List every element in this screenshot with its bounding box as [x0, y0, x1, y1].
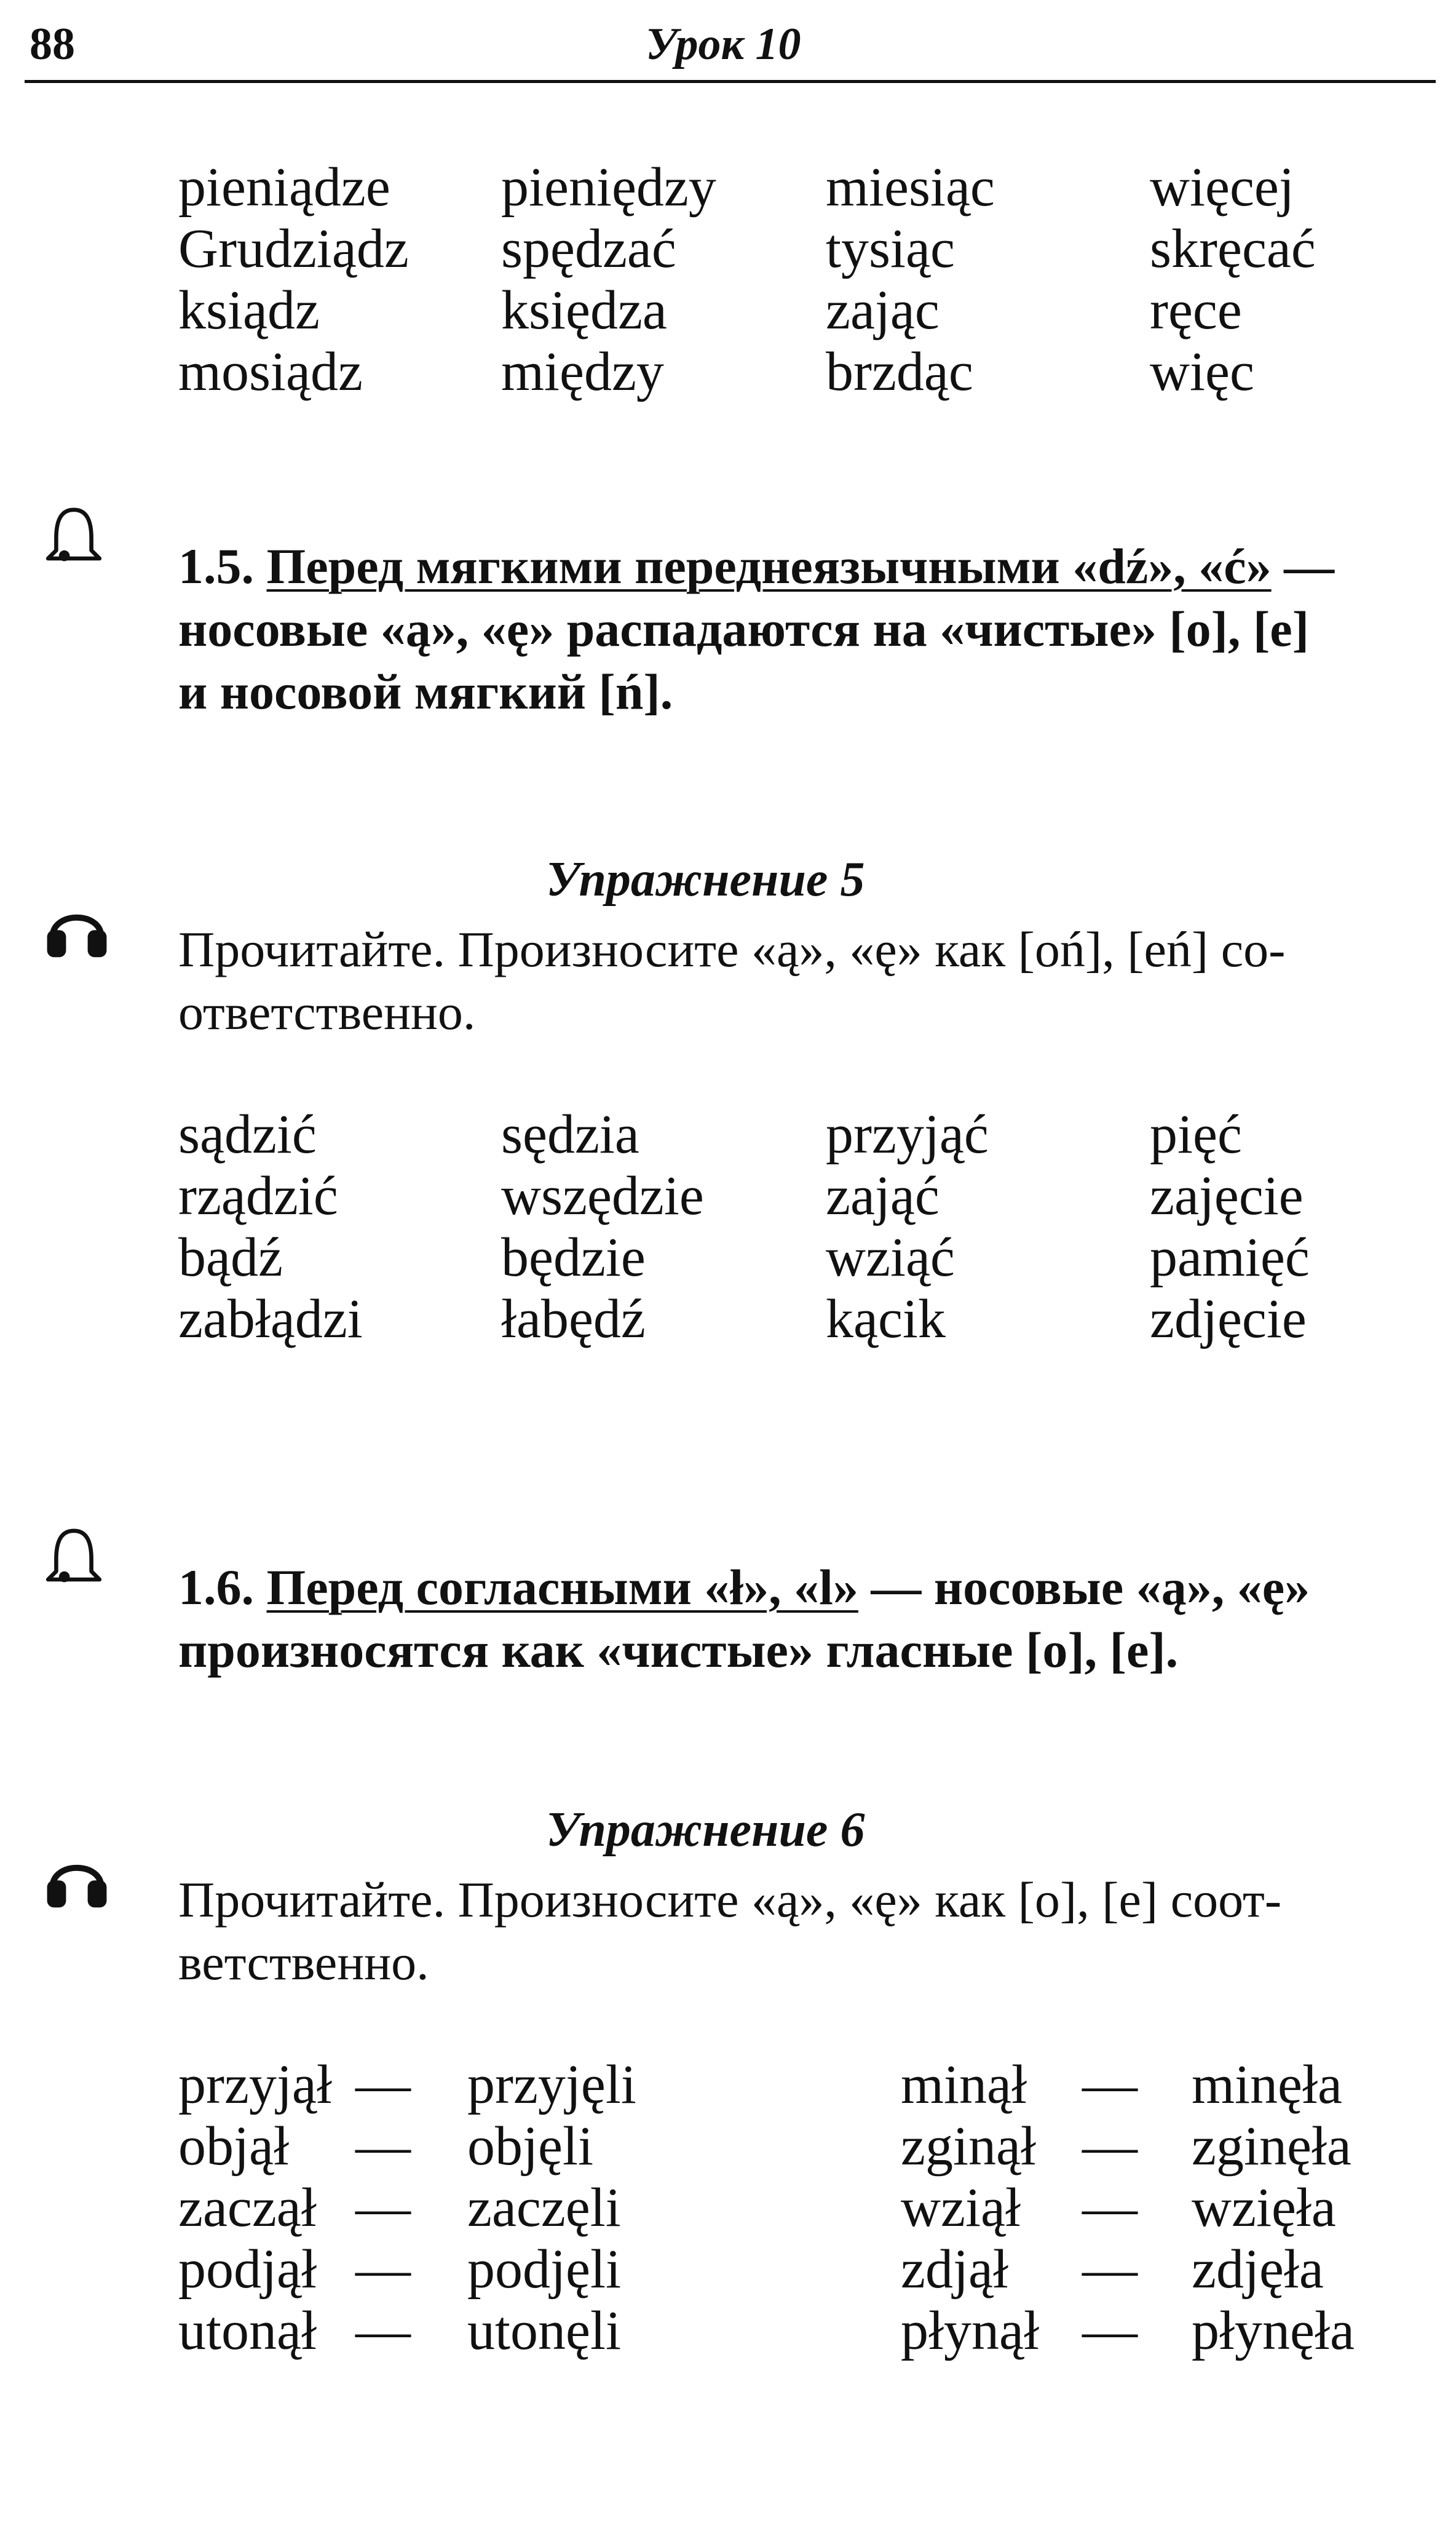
word: przyjął — [178, 2054, 332, 2115]
rule-1-5-line-1 — [178, 535, 1426, 598]
dash: — — [1082, 2116, 1138, 2177]
word: pieniędzy — [501, 157, 716, 218]
word: łabędź — [501, 1289, 646, 1349]
dash: — — [1082, 2177, 1138, 2238]
rule-line-rest: — — [1271, 538, 1335, 594]
word: podjęli — [467, 2239, 621, 2300]
word: minęła — [1192, 2054, 1342, 2115]
instruction-line: Прочитайте. Произносите «ą», «ę» как [oń], [eń] со- — [178, 921, 1286, 977]
word: miesiąc — [826, 157, 995, 218]
word: zająć — [826, 1166, 940, 1226]
word: przyjęli — [467, 2054, 636, 2115]
word: utonęli — [467, 2300, 621, 2361]
rule-number: 1.6. — [178, 1559, 254, 1615]
dash: — — [355, 2116, 411, 2177]
word: objęli — [467, 2116, 593, 2177]
word: spędzać — [501, 218, 676, 279]
word: zabłądzi — [178, 1289, 363, 1349]
word: wziąć — [826, 1227, 955, 1288]
instruction-line: Прочитайте. Произносите «ą», «ę» как [o], [e] соот- — [178, 1872, 1282, 1928]
word: zginęła — [1192, 2116, 1351, 2177]
dash: — — [1082, 2239, 1138, 2300]
word: kącik — [826, 1289, 946, 1349]
page-number: 88 — [30, 19, 75, 70]
word: zaczął — [178, 2177, 317, 2238]
word: minął — [901, 2054, 1027, 2115]
word: wziął — [901, 2177, 1021, 2238]
dash: — — [355, 2239, 411, 2300]
word: wszędzie — [501, 1166, 704, 1226]
word: Grudziądz — [178, 218, 409, 279]
header-rule — [25, 80, 1436, 83]
exercise-5-instruction — [178, 918, 1433, 1044]
word: sądzić — [178, 1104, 317, 1165]
word: będzie — [501, 1227, 646, 1288]
word: tysiąc — [826, 218, 955, 279]
instruction-line: ответственно. — [178, 984, 476, 1040]
word: zdjęcie — [1150, 1289, 1307, 1349]
rule-1-5 — [178, 535, 1426, 723]
word: pieniądze — [178, 157, 390, 218]
word: ręce — [1150, 280, 1242, 341]
word: podjął — [178, 2239, 317, 2300]
dash: — — [355, 2300, 411, 2361]
exercise-6-title: Упражнение 6 — [546, 1803, 865, 1857]
rule-1-5-line-3: и носовой мягкий [ń]. — [178, 664, 673, 720]
word: przyjąć — [826, 1104, 989, 1165]
word: płynął — [901, 2300, 1039, 2361]
word: wzięła — [1192, 2177, 1336, 2238]
rule-lead: Перед мягкими переднеязычными «dź», «ć» — [266, 538, 1272, 594]
word: ksiądz — [178, 280, 320, 341]
rule-1-6-line-2: произносятся как «чистые» гласные [o], [e]. — [178, 1622, 1179, 1678]
rule-lead: Перед согласными «ł», «l» — [266, 1559, 858, 1615]
instruction-line: ветственно. — [178, 1934, 429, 1990]
word: zginął — [901, 2116, 1036, 2177]
rule-1-5-line-2: носовые «ą», «ę» распадаются на «чистые» [o], [e] — [178, 601, 1309, 657]
word: między — [501, 341, 664, 402]
rule-line-rest: — носовые «ą», «ę» — [858, 1559, 1310, 1615]
word: skręcać — [1150, 218, 1316, 279]
dash: — — [1082, 2054, 1138, 2115]
bell-icon — [40, 504, 108, 572]
headphones-icon — [43, 895, 111, 963]
rule-1-6-line-1 — [178, 1556, 1426, 1619]
word: objął — [178, 2116, 289, 2177]
word: pięć — [1150, 1104, 1242, 1165]
dash: — — [1082, 2300, 1138, 2361]
rule-number: 1.5. — [178, 538, 254, 594]
word: mosiądz — [178, 341, 363, 402]
word: więc — [1150, 341, 1254, 402]
exercise-6-instruction — [178, 1869, 1433, 1994]
dash: — — [355, 2177, 411, 2238]
word: bądź — [178, 1227, 283, 1288]
lesson-title: Урок 10 — [646, 19, 801, 70]
word: utonął — [178, 2300, 317, 2361]
exercise-5-title: Упражнение 5 — [546, 852, 865, 907]
rule-1-6 — [178, 1556, 1426, 1682]
word: księdza — [501, 280, 667, 341]
headphones-icon — [43, 1845, 111, 1913]
word: więcej — [1150, 157, 1294, 218]
word: zajęcie — [1150, 1166, 1304, 1226]
word: zając — [826, 280, 940, 341]
word: zdjęła — [1192, 2239, 1324, 2300]
word: płynęła — [1192, 2300, 1355, 2361]
word: brzdąc — [826, 341, 973, 402]
word: zdjął — [901, 2239, 1008, 2300]
word: sędzia — [501, 1104, 639, 1165]
word: rządzić — [178, 1166, 338, 1226]
dash: — — [355, 2054, 411, 2115]
bell-icon — [40, 1525, 108, 1593]
word: zaczęli — [467, 2177, 621, 2238]
word: pamięć — [1150, 1227, 1310, 1288]
